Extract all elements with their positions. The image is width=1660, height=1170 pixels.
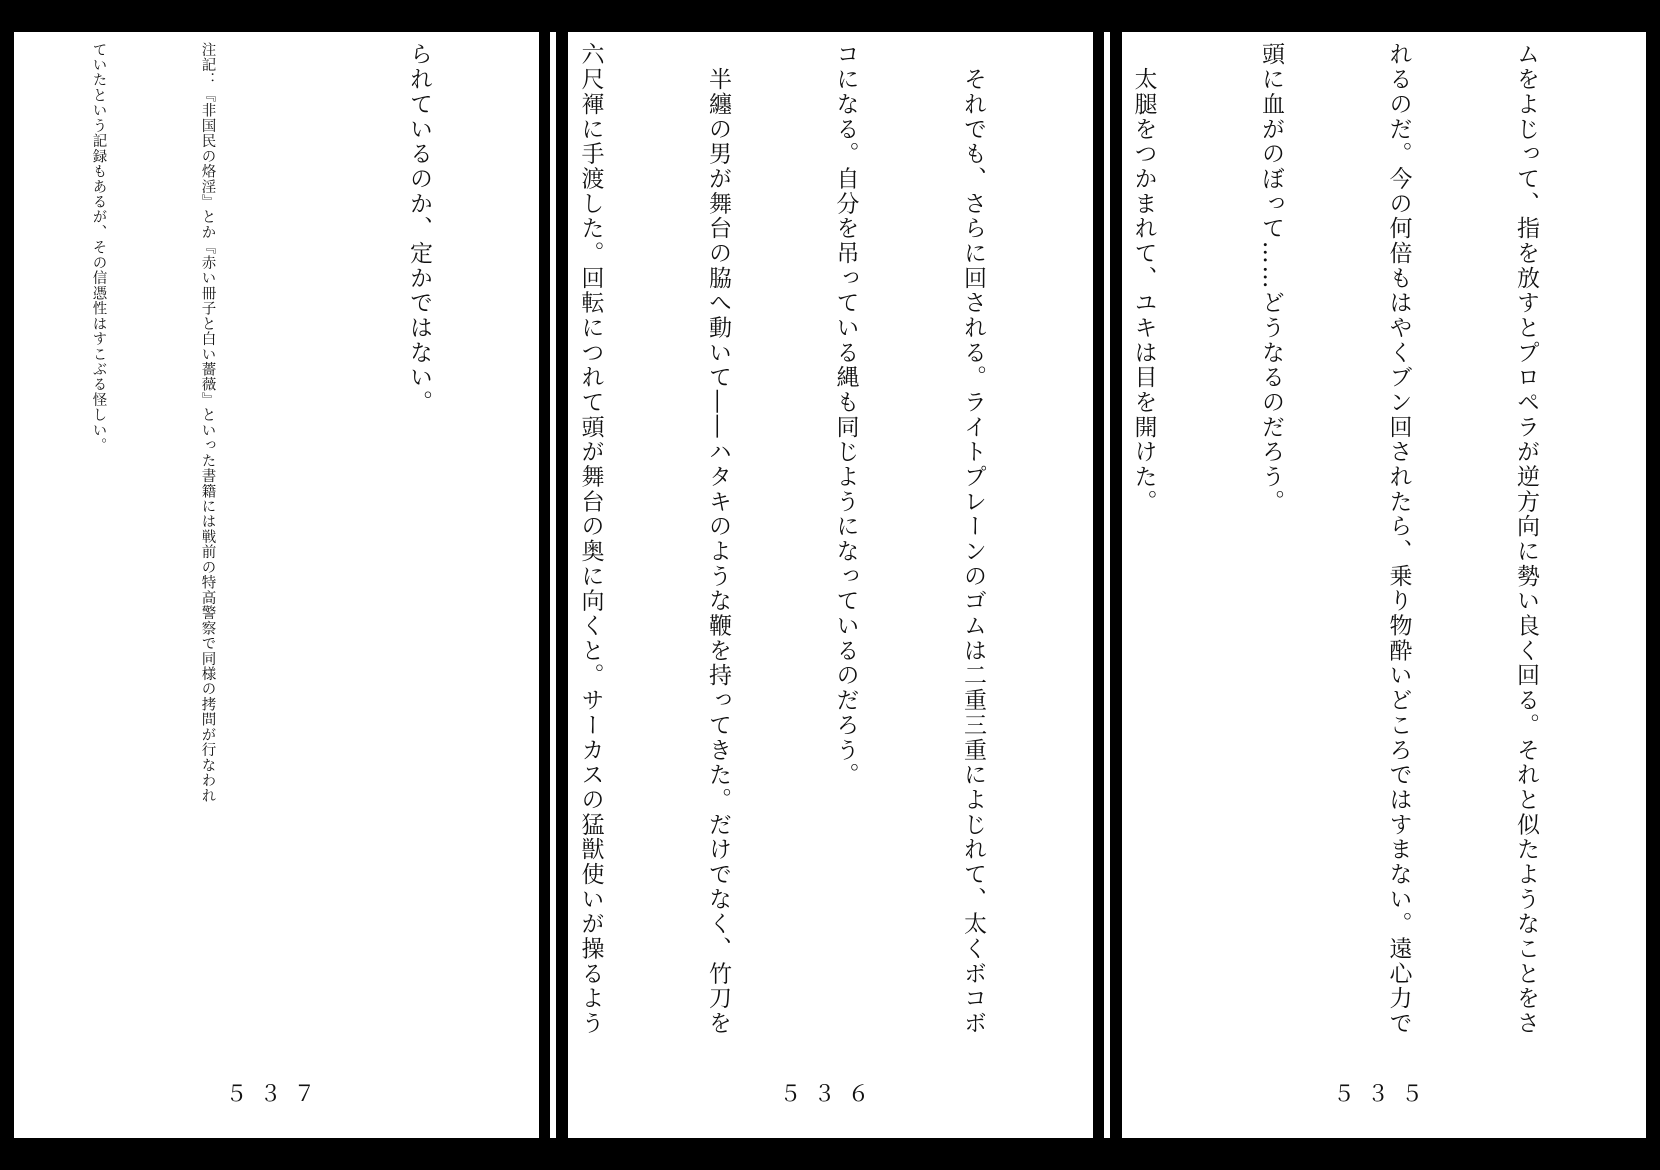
text-line: 太腿をつかまれて、ユキは目を開けた。 [1130, 42, 1157, 514]
text-line: れるのだ。今の何倍もはやくブン回されたら、乗り物酔いどころではすまない。遠心力で [1385, 42, 1412, 1036]
text-line: コになる。自分を吊っている縄も同じようになっているのだろう。 [832, 42, 859, 788]
text-line: ムをよじって、指を放すとプロペラが逆方向に勢い良く回る。それと似たようなことをさ [1513, 42, 1539, 1036]
page-number: ５３７ [225, 1082, 328, 1107]
text-line: 頭に血がのぼって……どうなるのだろう。 [1258, 42, 1284, 514]
page-number: ５３５ [1332, 1082, 1436, 1107]
spacer [305, 42, 313, 1028]
gutter-rule [550, 32, 556, 1138]
page-text [14, 42, 525, 1028]
page-text [568, 42, 1079, 1036]
page-536 [568, 32, 1093, 1138]
text-line: それでも、さらに回される。ライトプレーンのゴムは二重三重によじれて、太くボコボ [960, 42, 986, 1036]
page-537 [14, 32, 539, 1138]
page-535 [1122, 32, 1646, 1138]
page-number: ５３６ [779, 1082, 882, 1107]
footnote-line: ていたという記録もあるが、その信憑性はすこぶる怪しい。 [90, 42, 107, 454]
text-line: 半纏の男が舞台の脇へ動いて――ハタキのような鞭を持ってきた。だけでなく、竹刀を [705, 42, 731, 1036]
footnote-line: 注記：『非国民の烙淫』とか『赤い冊子と白い薔薇』といった書籍には戦前の特高警察で同様の拷問が行なわれ [199, 42, 216, 804]
page-text [1122, 42, 1632, 1036]
text-line: 六尺褌に手渡した。回転につれて頭が舞台の奥に向くと。サーカスの猛獣使いが操るよう [577, 42, 604, 1036]
gutter-rule [1104, 32, 1110, 1138]
text-line: られているのか、定かではない。 [406, 42, 432, 415]
